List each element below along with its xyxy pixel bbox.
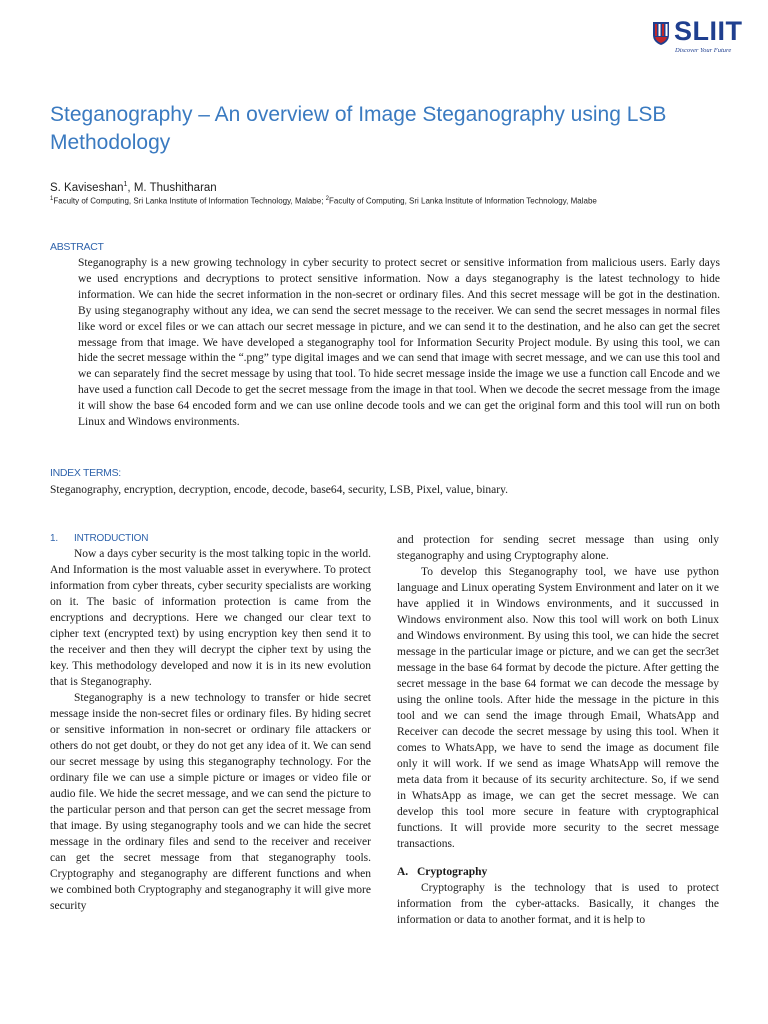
affiliations bbox=[50, 194, 610, 207]
affiliation-text: Faculty of Computing, Sri Lanka Institute of Information Technology, Malabe bbox=[329, 196, 597, 206]
author-list: S. Kaviseshan$^1$, M. Thushitharan bbox=[50, 181, 217, 194]
intro-paragraph: Now a days cyber security is the most talking topic in the world. And Information is the most valuable asset in everywhere. To protect information from cyber threats, cyber security specialists are working on it. The basic of information protection is came from the encryptions and decryptions. Here we changed our clear text to cipher text (encrypted text) by using encryption key then send it to the receiver and then they will decrypt the cipher text by using the key. This methodology developed and now it is in its new evolution that is Steganography. bbox=[50, 548, 371, 688]
left-column bbox=[50, 532, 371, 914]
intro-paragraph-continued: and protection for sending secret message than using only steganography and using Cryptography alone. bbox=[397, 534, 719, 562]
paper-title: Steganography – An overview of Image Steganography using LSB Methodology bbox=[50, 103, 667, 154]
index-terms-body: Steganography, encryption, decryption, encode, decode, base64, security, LSB, Pixel, value, binary. bbox=[50, 484, 508, 496]
intro-paragraph: Steganography is a new technology to transfer or hide secret message inside the non-secret files or ordinary files. By hiding secret or sensitive information in non-secret or ordinary file attackers or others do not get doubt, or they do not get any idea of it. We can send our secret message by using this steganography technology. For the ordinary file we can use a simple picture or images or video file or audio file. We hide the secret message, and we can send the picture to the particular person and that person can get the secret message from that image. By using steganography tools and we can hide the secret message in the ordinary files and send to the receiver and receiver can get the secret message from that steganography tools. Cryptography and steganography are different functions and when we combined both Cryptography and steganography it will give more security bbox=[50, 692, 371, 912]
author-mark: 1 bbox=[123, 181, 128, 188]
abstract-heading: ABSTRACT bbox=[50, 241, 104, 253]
index-terms-heading: INDEX TERMS: bbox=[50, 467, 121, 479]
subsection-title: Cryptography bbox=[417, 866, 488, 878]
abstract-body: Steganography is a new growing technology in cyber security to protect secret or sensitive information from malicious users. Early days we used encryptions and decryptions to protect sensitive information. Now a days steganography is the latest technology to hide information. We can hide the secret information in the non-secret or ordinary files. And this secret message will be got in the destination. By using steganography without any idea, we can send the secret message to the receiver. We can send the secret messages in normal files like word or excel files or we can attach our secret message in picture, and we can send it to the destination, and he also can get the secret message from that image. We have developed a steganography tool for Information Security Project module. By using this tool, we can hide the secret message within the “.png” type digital images and we can send that image with secret message, and we can use this tool and we can separately find the secret message by using that tool. To hide secret message inside the image we use a function call Encode and we have used a function call Decode to get the secret message from the image in that tool. When we decode the secret message from the image it will show the base 64 encoded form and we can use online decode tools and we can get the original form and this tool will run on both Linux and Windows environments. bbox=[78, 257, 720, 429]
section-number: 1. bbox=[50, 533, 58, 544]
subsection-heading-cryptography bbox=[397, 864, 719, 880]
sliit-crest-icon bbox=[651, 20, 671, 46]
right-column bbox=[397, 532, 719, 928]
logo-tagline: Discover Your Future bbox=[675, 47, 732, 54]
author-name: M. Thushitharan bbox=[133, 181, 217, 194]
author-name: S. Kaviseshan bbox=[50, 181, 124, 194]
affiliation-mark: 1 bbox=[50, 196, 54, 202]
subsection-label: A. bbox=[397, 866, 409, 878]
section-title: INTRODUCTION bbox=[74, 533, 149, 544]
intro-paragraph: To develop this Steganography tool, we have use python language and Linux operating System Environment and later on it we have applied it in Windows environments, and it succussed in Windows environment also. Now this tool will work on both Linux and Windows environment. By using this tool, we can hide the secret message in the particular image or picture, and we can get the secr3et message in the base 64 format by decode the picture. After getting the secret message in the base 64 format we can decode the message by using the online tools. After hide the message in the picture in this tool and we can send the image through Email, WhatsApp and Receiver can decode the secret message by using this tool. When it comes to WhatsApp, we have to send the image as document file only it will work. If we send as image WhatsApp will remove the meta data from it because of its security architecture. So, if we send in WhatsApp as image, we can get the secret message. We can develop this tool more secure in feature with cryptographical functions. It will provide more security to the secret message transactions. bbox=[397, 566, 719, 850]
logo-wordmark: SLIIT bbox=[674, 16, 743, 46]
affiliation-mark: 2 bbox=[325, 196, 329, 202]
sliit-logo bbox=[651, 18, 751, 60]
section-heading-introduction bbox=[50, 532, 371, 546]
cryptography-paragraph: Cryptography is the technology that is used to protect information from the cyber-attacks. Basically, it changes the information or data to another format, and it is help to bbox=[397, 882, 719, 926]
affiliation-text: Faculty of Computing, Sri Lanka Institute of Information Technology, Malabe; bbox=[53, 196, 324, 206]
